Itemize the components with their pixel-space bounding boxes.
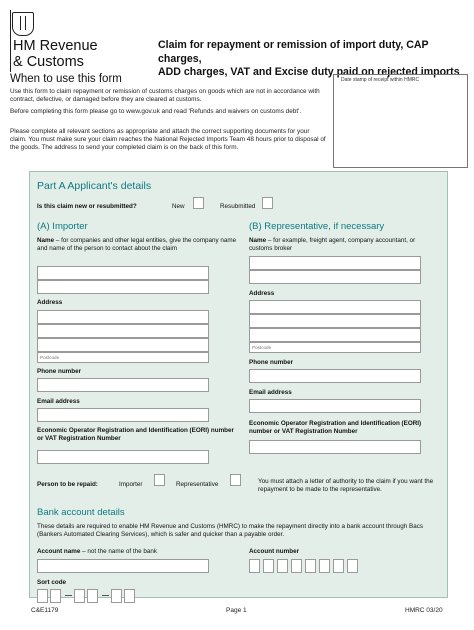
- sort-code-dash-1: [65, 595, 72, 596]
- importer-postcode-input[interactable]: [37, 352, 209, 363]
- repaid-importer-label: Importer: [119, 481, 143, 488]
- representative-heading: (B) Representative, if necessary: [249, 221, 385, 232]
- account-number-digit-8[interactable]: [347, 559, 358, 573]
- representative-eori-input[interactable]: [249, 440, 421, 454]
- representative-phone-label: Phone number: [249, 359, 294, 366]
- bank-heading: Bank account details: [37, 507, 125, 518]
- account-number-digit-1[interactable]: [249, 559, 260, 573]
- brand-name: [13, 38, 98, 70]
- account-name-desc: – not the name of the bank: [80, 548, 158, 555]
- representative-address-line-1[interactable]: [249, 300, 421, 314]
- representative-name-label: [249, 237, 439, 253]
- importer-name-line-2[interactable]: [37, 280, 209, 294]
- repaid-representative-checkbox[interactable]: [230, 474, 241, 486]
- resubmitted-checkbox[interactable]: [262, 197, 273, 209]
- representative-address-line-3[interactable]: [249, 328, 421, 342]
- representative-address-label: Address: [249, 290, 275, 297]
- part-a-heading: Part A Applicant's details: [37, 180, 152, 192]
- intro-paragraph-2: Before completing this form please go to www.gov.uk and read 'Refunds and waivers on customs debt'.: [10, 108, 302, 115]
- account-number-digit-3[interactable]: [277, 559, 288, 573]
- sort-code-boxes: [37, 589, 137, 603]
- sort-code-digit-1[interactable]: [37, 589, 48, 603]
- person-repaid-label: Person to be repaid:: [37, 481, 98, 488]
- brand-line-2: & Customs: [13, 54, 84, 70]
- footer-page-number: Page 1: [226, 607, 247, 614]
- account-number-digit-6[interactable]: [319, 559, 330, 573]
- importer-address-line-2[interactable]: [37, 324, 209, 338]
- new-label: New: [172, 203, 185, 210]
- account-name-input[interactable]: [37, 559, 209, 573]
- representative-name-bold: Name: [249, 237, 267, 244]
- new-checkbox[interactable]: [193, 197, 204, 209]
- representative-name-desc: – for example, freight agent, company accountant, or customs broker: [249, 237, 416, 252]
- sort-code-digit-6[interactable]: [124, 589, 135, 603]
- date-stamp-box: [333, 74, 468, 168]
- importer-name-label: [37, 237, 237, 253]
- footer-version: HMRC 03/20: [405, 607, 443, 614]
- date-stamp-label: Date stamp of receipt within HMRC: [341, 77, 420, 83]
- sort-code-digit-2[interactable]: [50, 589, 61, 603]
- bank-description: These details are required to enable HM Revenue and Customs (HMRC) to make the repayment directly into a bank account through Bacs (Bankers Automated Clearing Services), which is safer and quicker than a payable order.: [37, 523, 424, 538]
- sort-code-digit-3[interactable]: [74, 589, 85, 603]
- representative-email-label: Email address: [249, 389, 292, 396]
- brand-rule: [10, 10, 11, 72]
- representative-name-line-2[interactable]: [249, 270, 421, 284]
- account-number-label: Account number: [249, 548, 300, 555]
- intro-heading: When to use this form: [10, 73, 122, 85]
- repaid-note: You must attach a letter of authority to the claim if you want the repayment to be made to the representative.: [258, 478, 434, 493]
- importer-eori-label: Economic Operator Registration and Identification (EORI) number or VAT Registration Number: [37, 427, 234, 442]
- intro-paragraph-1: Use this form to claim repayment or remission of customs charges on goods which are not in accordance with contract, defective, or damaged before they are cleared at customs.: [10, 88, 320, 103]
- representative-name-line-1[interactable]: [249, 256, 421, 270]
- importer-email-input[interactable]: [37, 408, 209, 422]
- representative-email-input[interactable]: [249, 399, 421, 413]
- account-number-digit-2[interactable]: [263, 559, 274, 573]
- repaid-representative-label: Representative: [176, 481, 219, 488]
- form-title-line-1: Claim for repayment or remission of import duty, CAP charges,: [158, 39, 429, 65]
- representative-postcode-placeholder: Postcode: [252, 345, 272, 350]
- importer-name-desc: – for companies and other legal entities, give the company name and name of the person to contact about the claim: [37, 237, 237, 252]
- sort-code-label: Sort code: [37, 579, 67, 586]
- resubmitted-label: Resubmitted: [220, 203, 256, 210]
- importer-heading: (A) Importer: [37, 221, 88, 232]
- account-number-digit-7[interactable]: [333, 559, 344, 573]
- importer-name-line-1[interactable]: [37, 266, 209, 280]
- form-title-line-2: ADD charges, VAT and Excise duty paid on rejected imports: [158, 66, 460, 78]
- importer-phone-label: Phone number: [37, 368, 82, 375]
- representative-postcode-input[interactable]: [249, 342, 421, 353]
- intro-paragraph-3: Please complete all relevant sections as appropriate and attach the correct supporting documents for your claim. You must make sure your claim reaches the National Rejected Imports Team 48 hours prior to disposal of the goods. The address to send your completed claim is on the back of this form.: [10, 128, 326, 151]
- importer-name-bold: Name: [37, 237, 55, 244]
- account-number-boxes: [249, 559, 419, 573]
- footer-form-code: C&E1179: [31, 607, 59, 614]
- sort-code-digit-5[interactable]: [111, 589, 122, 603]
- brand-line-1: HM Revenue: [13, 38, 98, 54]
- importer-postcode-placeholder: Postcode: [40, 355, 60, 360]
- importer-address-label: Address: [37, 299, 63, 306]
- claim-type-question: Is this claim new or resubmitted?: [37, 203, 137, 210]
- crest-icon: [12, 12, 34, 36]
- sort-code-dash-2: [102, 595, 109, 596]
- representative-eori-label: Economic Operator Registration and Identification (EORI) number or VAT Registration Number: [249, 420, 422, 435]
- account-name-label: [37, 548, 157, 556]
- repaid-importer-checkbox[interactable]: [154, 474, 165, 486]
- importer-address-line-3[interactable]: [37, 338, 209, 352]
- representative-address-line-2[interactable]: [249, 314, 421, 328]
- account-number-digit-4[interactable]: [291, 559, 302, 573]
- representative-phone-input[interactable]: [249, 369, 421, 383]
- importer-phone-input[interactable]: [37, 378, 209, 392]
- importer-eori-input[interactable]: [37, 450, 209, 464]
- sort-code-digit-4[interactable]: [87, 589, 98, 603]
- importer-address-line-1[interactable]: [37, 310, 209, 324]
- account-name-bold: Account name: [37, 548, 81, 555]
- importer-email-label: Email address: [37, 398, 80, 405]
- account-number-digit-5[interactable]: [305, 559, 316, 573]
